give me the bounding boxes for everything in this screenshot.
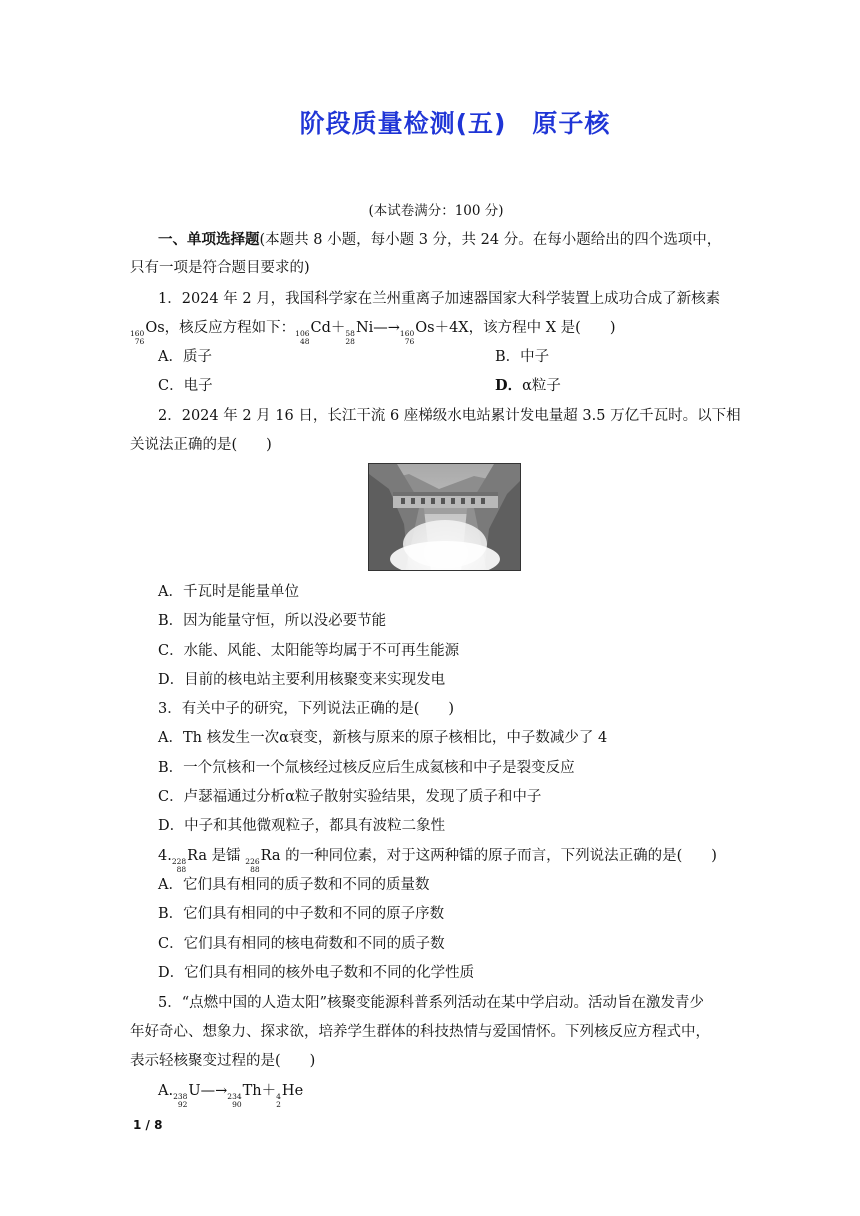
q4-option-b: B．它们具有相同的中子数和不同的原子序数: [158, 906, 445, 922]
title-main: 阶段质量检测(五): [299, 109, 507, 138]
q1-option-d: D．α粒子: [495, 377, 561, 394]
q2-option-a: A．千瓦时是能量单位: [158, 584, 299, 600]
page-title: [0, 104, 860, 140]
q2-option-b: B．因为能量守恒，所以没必要节能: [158, 613, 387, 629]
nuclide-ni: 58 28: [345, 329, 355, 346]
nuclide-he: 4 2: [276, 1092, 281, 1109]
section1-heading: 一、单项选择题(本题共 8 小题，每小题 3 分，共 24 分。在每小题给出的四个选项中，: [158, 231, 722, 248]
nuclide-os-product: 160 76: [399, 329, 415, 346]
q4-stem: 4. 228 88 Ra 是镭 226 88 Ra 的一种同位素，对于这两种镭的原子而言，下列说法正确的是( ): [158, 848, 717, 874]
hydropower-dam-photo: [368, 463, 521, 571]
q2-stem-line1: 2．2024 年 2 月 16 日，长江干流 6 座梯级水电站累计发电量超 3.5 万亿千瓦时。以下相: [158, 408, 741, 424]
section1-desc: 只有一项是符合题目要求的): [130, 260, 310, 276]
nuclide-cd: 106 48: [295, 329, 310, 346]
q1-option-a: A．质子: [158, 349, 212, 365]
q5-stem-line1: 5．“点燃中国的人造太阳”核聚变能源科普系列活动在某中学启动。活动旨在激发青少: [158, 995, 705, 1011]
q4-option-c: C．它们具有相同的核电荷数和不同的质子数: [158, 936, 445, 952]
q2-stem-line2: 关说法正确的是( ): [130, 437, 272, 453]
nuclide-os: 160 76: [130, 329, 145, 346]
q1-option-c: C．电子: [158, 378, 213, 394]
q1-option-b: B．中子: [495, 349, 550, 365]
dam-illustration: [369, 464, 521, 571]
q3-option-d: D．中子和其他微观粒子，都具有波粒二象性: [158, 818, 446, 834]
q5-stem-line2: 年好奇心、想象力、探求欲，培养学生群体的科技热情与爱国情怀。下列核反应方程式中，: [130, 1024, 710, 1040]
q5-option-a: A. 238 92 U—→ 234 90 Th＋ 4 2 He: [158, 1083, 304, 1109]
nuclide-th: 234 90: [227, 1092, 242, 1109]
title-topic: 原子核: [532, 109, 611, 138]
q3-option-b: B．一个氘核和一个氚核经过核反应后生成氦核和中子是裂变反应: [158, 760, 575, 776]
q4-option-d: D．它们具有相同的核外电子数和不同的化学性质: [158, 965, 475, 981]
q4-option-a: A．它们具有相同的质子数和不同的质量数: [158, 877, 430, 893]
page-number: 1 / 8: [133, 1118, 163, 1132]
nuclide-ra-228: 228 88: [171, 857, 187, 874]
q2-option-d: D．目前的核电站主要利用核聚变来实现发电: [158, 672, 446, 688]
q2-option-c: C．水能、风能、太阳能等均属于不可再生能源: [158, 643, 460, 659]
q1-stem-line1: 1．2024 年 2 月，我国科学家在兰州重离子加速器国家大科学装置上成功合成了新核素: [158, 291, 721, 307]
nuclide-u: 238 92: [173, 1092, 188, 1109]
q5-stem-line3: 表示轻核聚变过程的是( ): [130, 1053, 316, 1069]
q1-stem-line2: 160 76 Os，核反应方程如下： 106 48 Cd＋ 58 28 Ni—→ 160 76 Os＋4X，该方程中 X 是( ): [130, 320, 616, 346]
q3-option-c: C．卢瑟福通过分析α粒子散射实验结果，发现了质子和中子: [158, 789, 542, 805]
q3-option-a: A．Th 核发生一次α衰变，新核与原来的原子核相比，中子数减少了 4: [158, 730, 608, 746]
nuclide-ra-226: 226 88: [245, 857, 260, 874]
score-note: (本试卷满分：100 分): [368, 203, 504, 219]
q3-stem: 3．有关中子的研究，下列说法正确的是( ): [158, 701, 455, 717]
